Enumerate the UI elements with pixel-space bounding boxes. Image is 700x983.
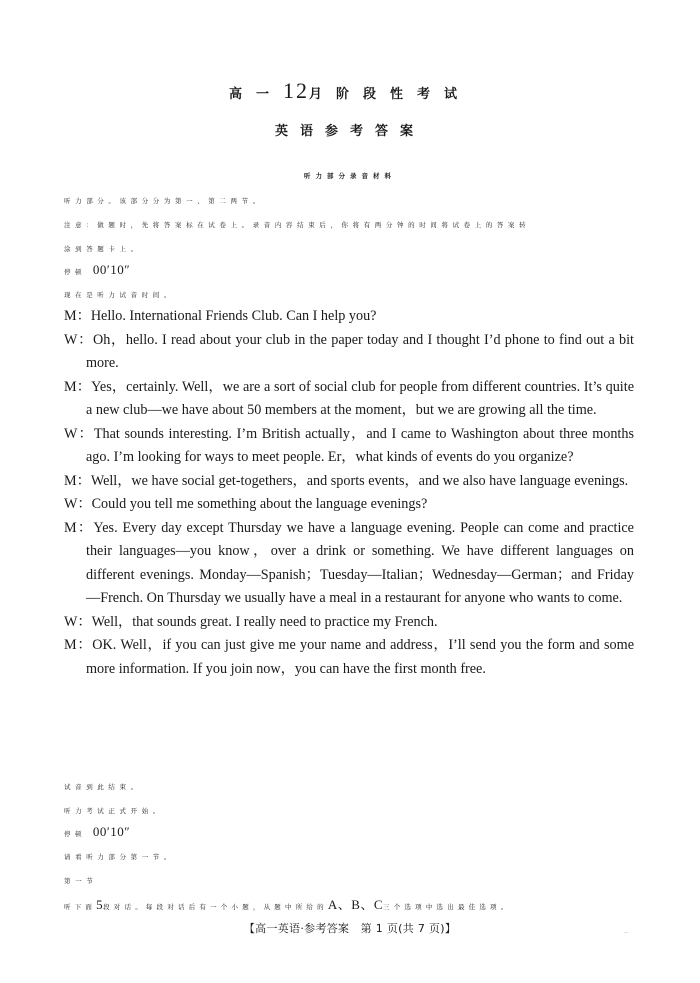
dialogue-text: Well，we have social get-togethers，and sports events，and we also have language evenings.: [90, 472, 629, 489]
dialogue-text: Well，that sounds great. I really need to practice my French.: [91, 613, 438, 630]
pause-label: 停顿: [64, 830, 87, 838]
dialogue-line: [64, 517, 634, 611]
section-heading: 第一节: [64, 877, 98, 885]
dialogue-line: [64, 470, 634, 494]
speaker-label: M：: [64, 378, 92, 395]
instruction-line: 听力考试正式开始。: [64, 807, 164, 815]
instruction-text: 三个选项中选出最佳选项。: [383, 903, 512, 911]
title-exam-name: 月阶段性考试: [309, 87, 472, 102]
speaker-label: M：: [64, 637, 93, 653]
dialogue-text: Hello. International Friends Club. Can I help you?: [90, 308, 377, 324]
pause-line: [64, 262, 644, 278]
dialogue-line: [64, 611, 634, 635]
instruction-line: 现在是听力试音时间。: [64, 291, 175, 299]
dialogue-text: That sounds interesting. I’m British actually，and I came to Washington about three months ago. I’m looking for ways to meet people. Er，what kinds of events do you organize?: [86, 425, 634, 465]
speaker-label: M：: [64, 472, 91, 489]
pause-label: 停顿: [64, 268, 87, 276]
dialogue-text: Yes，certainly. Well，we are a sort of social club for people from different countries. It’s quite a new club—we have about 50 members at the moment，but we are growing all the time.: [86, 378, 634, 418]
speaker-label: M：: [64, 308, 91, 324]
dialogue-line: [64, 634, 634, 681]
pause-time: 00′10″: [92, 262, 131, 277]
dialogue-line: [64, 493, 634, 517]
option-letters: A、B、C: [327, 897, 384, 912]
instruction-line: 请看听力部分第一节。: [64, 853, 175, 861]
dialogue-line: [64, 305, 634, 329]
section-instruction: [64, 894, 644, 913]
corner-mark: ··: [624, 930, 628, 937]
title-month-number: 12: [283, 78, 309, 103]
dialogue-text: OK. Well，if you can just give me your name and address，I’ll send you the form and some more information. If you join now，you can have the first month free.: [86, 637, 634, 677]
instruction-line: 试音到此结束。: [64, 783, 142, 791]
speaker-label: W：: [64, 613, 92, 630]
dialogue-transcript: [64, 305, 634, 681]
speaker-label: W：: [64, 496, 92, 512]
dialogue-line: [64, 423, 634, 470]
page-footer: 【高一英语·参考答案 第 1 页(共 7 页)】: [243, 922, 457, 935]
title-grade: 高一: [228, 87, 283, 102]
instruction-line: 注意：做题时，先将答案标在试卷上。录音内容结束后，你将有两分钟的时间将试卷上的答案转: [64, 221, 531, 229]
speaker-label: M：: [64, 519, 94, 536]
speaker-label: W：: [64, 425, 94, 442]
instruction-text: 段对话。每段对话后有一个小题，从题中所给的: [103, 903, 328, 911]
listening-section-label: 听力部分录音材料: [304, 172, 396, 180]
pause-line: [64, 824, 644, 840]
instruction-line: 涂到答题卡上。: [64, 245, 142, 253]
answer-key-title: 英语参考答案: [274, 124, 425, 139]
pause-time: 00′10″: [92, 824, 131, 839]
dialogue-line: [64, 329, 634, 376]
instruction-line: 听力部分。该部分分为第一、第二两节。: [64, 197, 264, 205]
dialogue-line: [64, 376, 634, 423]
instruction-text: 听下面: [64, 903, 97, 911]
dialogue-count: 5: [96, 897, 104, 912]
speaker-label: W：: [64, 331, 93, 348]
exam-title: [0, 78, 700, 104]
dialogue-text: Could you tell me something about the language evenings?: [91, 496, 428, 512]
dialogue-text: Yes. Every day except Thursday we have a language evening. People can come and practice their languages—you know，over a drink or something. We have different languages on different evenings. Monday—Spanish；Tuesday—Italian；Wednesday—German；and Friday—French. On Thursday we usually have a meal in a restaurant for anyone who wants to come.: [86, 519, 634, 606]
dialogue-text: Oh，hello. I read about your club in the paper today and I thought I’d phone to find out a bit more.: [86, 331, 634, 371]
